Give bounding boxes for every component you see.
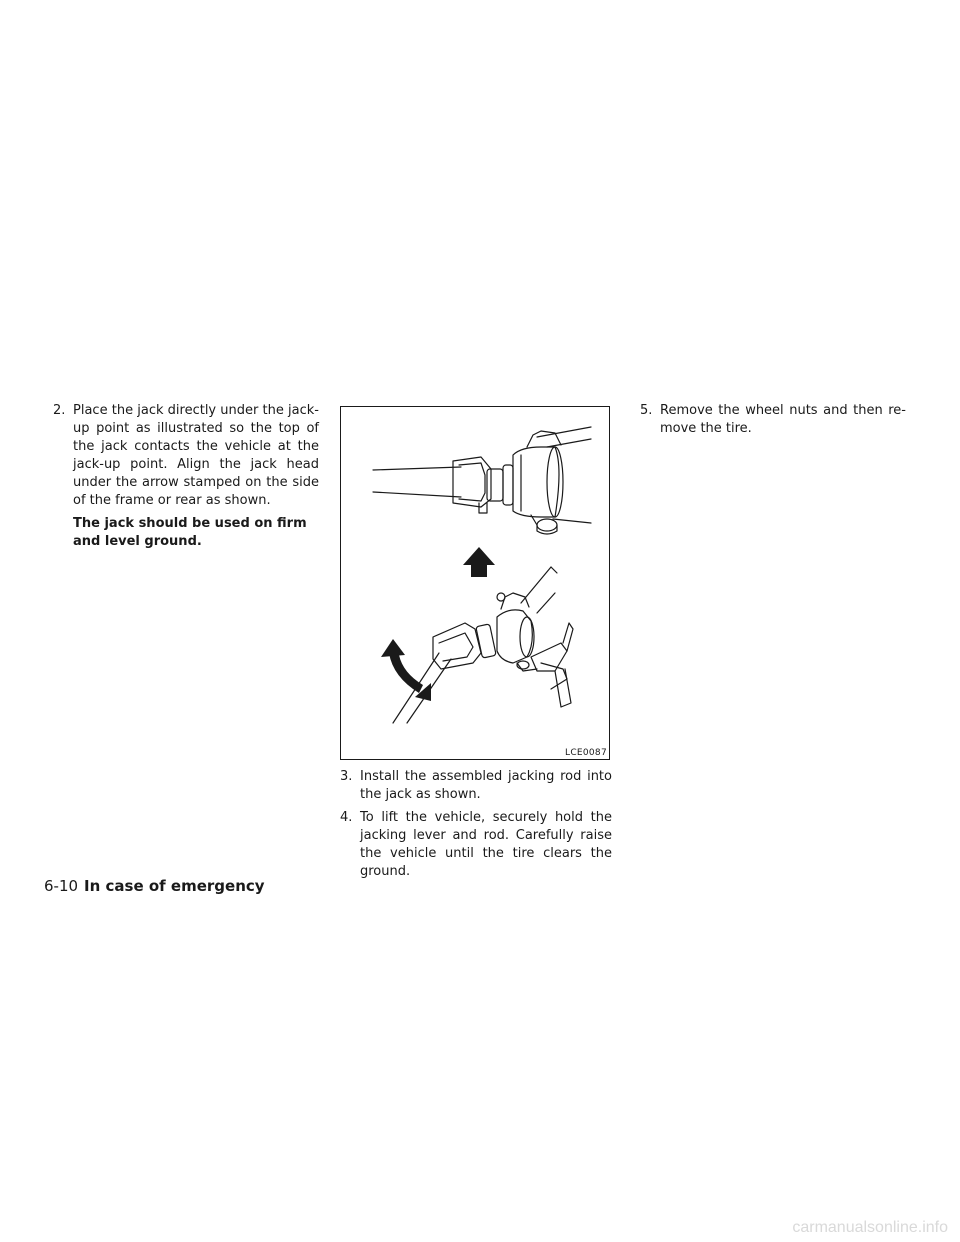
step-text: To lift the vehicle, securely hold the jacking lever and rod. Carefully raise the vehicle until the tire clears the ground. (360, 810, 612, 879)
step-text: Install the assembled jacking rod into the jack as shown. (360, 769, 612, 802)
step-number: 2. (53, 403, 66, 418)
step-number: 5. (640, 403, 653, 418)
step-text: Remove the wheel nuts and then re-move the tire. (660, 403, 906, 436)
left-column (53, 402, 319, 551)
step-5 (640, 402, 906, 438)
step-4 (340, 809, 612, 881)
up-arrow-icon (463, 547, 495, 577)
page-footer (44, 876, 265, 896)
right-column (640, 402, 906, 443)
jack-warning: The jack should be used on firm and level ground. (73, 516, 307, 549)
middle-column (340, 768, 612, 886)
page-number: 6-10 (44, 877, 79, 895)
rotate-arrow-icon (389, 653, 423, 693)
step-2 (53, 402, 319, 510)
figure-code: LCE0087 (565, 748, 607, 758)
section-title: In case of emergency (84, 877, 265, 895)
jack-illustration (340, 406, 610, 760)
step-number: 4. (340, 810, 353, 825)
jack-drawing (341, 407, 609, 759)
step-text: Place the jack directly under the jack-up point as illustrated so the top of the jack contacts the vehicle at the jack-up point. Align the jack head under the arrow stamped on the side of the frame or rear as shown. (73, 403, 319, 508)
step-3 (340, 768, 612, 804)
step-number: 3. (340, 769, 353, 784)
watermark: carmanualsonline.info (792, 1219, 948, 1236)
